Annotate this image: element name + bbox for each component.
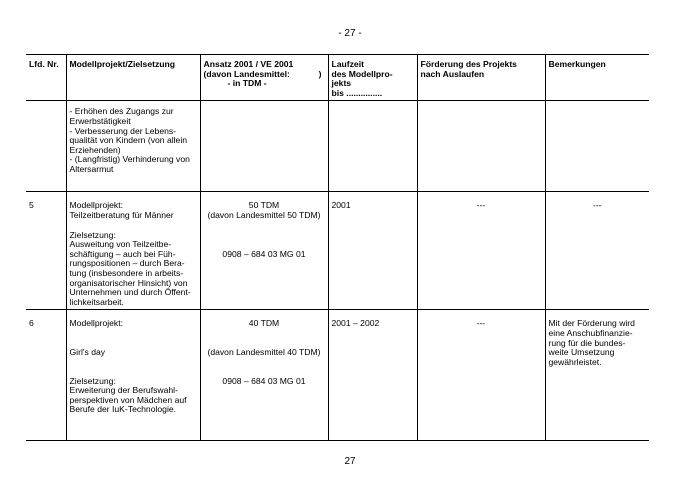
page-number-top: - 27 - [338, 28, 362, 39]
row5-remarks: --- [545, 192, 649, 310]
header-followup: Förderung des Projekts nach Auslaufen [417, 55, 545, 101]
row6-followup: --- [417, 310, 545, 441]
table-row-continuation [26, 101, 649, 192]
table-header-row [26, 55, 649, 101]
row6-budget: 40 TDM (davon Landesmittel 40 TDM) 0908 – 684 03 MG 01 [200, 310, 328, 441]
row6-duration: 2001 – 2002 [328, 310, 417, 441]
header-project: Modellprojekt/Zielsetzung [66, 55, 200, 101]
project-table [26, 54, 649, 441]
row6-remarks: Mit der Förderung wird eine Anschubfinanzie- rung für die bundes- weite Umsetzung gewährleistet. [545, 310, 649, 441]
row5-duration: 2001 [328, 192, 417, 310]
header-nr: Lfd. Nr. [26, 55, 66, 101]
row5-budget: 50 TDM (davon Landesmittel 50 TDM) 0908 – 684 03 MG 01 [200, 192, 328, 310]
continuation-goals: - Erhöhen des Zugangs zur Erwerbstätigkeit - Verbesserung der Lebens- qualität von Kindern (von allein Erziehenden) - (Langfristig) Verhinderung von Altersarmut [66, 101, 200, 192]
row5-followup: --- [417, 192, 545, 310]
page-number-bottom: 27 [344, 456, 356, 467]
header-remarks: Bemerkungen [545, 55, 649, 101]
row5-nr: 5 [26, 192, 66, 310]
row6-project: Modellprojekt: Girl's day Zielsetzung: Erweiterung der Berufswahl- perspektiven von Mädchen auf Berufe der IuK-Technologie. [66, 310, 200, 441]
row6-nr: 6 [26, 310, 66, 441]
row5-project: Modellprojekt: Teilzeitberatung für Männer Zielsetzung: Ausweitung von Teilzeitbe- schäftigung – auch bei Füh- rungspositionen – durch Bera- tung (insbesondere in arbeits- organisatorischer Hinsicht) von Unternehmen und durch Öffent- lichkeitsarbeit. [66, 192, 200, 310]
table-row [26, 310, 649, 441]
header-duration: Laufzeit des Modellpro- jekts bis ............... [328, 55, 417, 101]
header-budget: Ansatz 2001 / VE 2001 (davon Landesmittel: ) - in TDM - [200, 55, 328, 101]
table-row [26, 192, 649, 310]
